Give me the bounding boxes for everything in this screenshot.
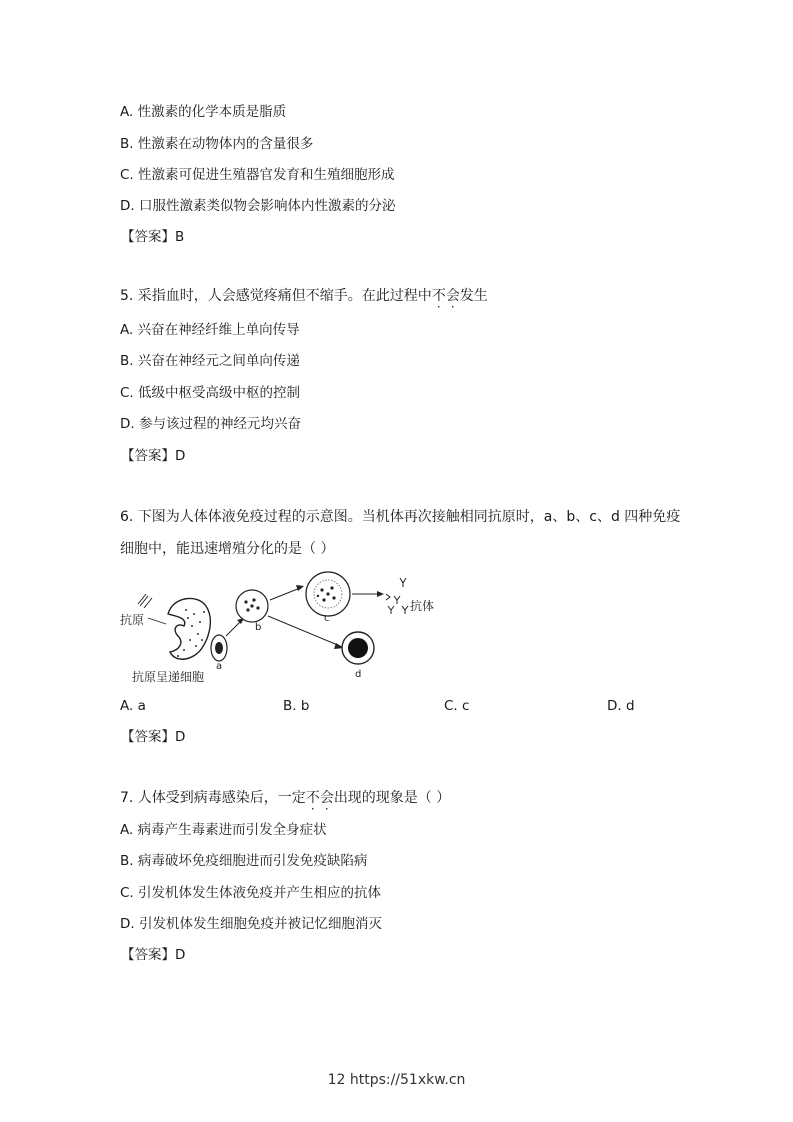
q6-stem-line2: 细胞中，能迅速增殖分化的是（ ） [120,541,335,557]
q7-emphasis-2: 会 [319,790,334,806]
immune-process-figure [118,566,448,686]
label-antibody: 抗体 [410,599,435,613]
q5-emphasis-1: 不 [431,288,446,304]
q6-choice-b: B. b [283,698,310,714]
label-cell-b: b [255,622,262,633]
q4-option-d: D. 口服性激素类似物会影响体内性激素的分泌 [120,198,396,214]
cell-b [236,590,268,622]
q5-option-b: B. 兴奋在神经元之间单向传递 [120,353,300,369]
q7-option-d: D. 引发机体发生细胞免疫并被记忆细胞消灭 [120,916,382,932]
q5-option-a: A. 兴奋在神经纤维上单向传导 [120,322,300,338]
cell-d [342,632,374,664]
cell-a [211,635,227,661]
antigen-marks [138,594,152,608]
q5-answer: 【答案】D [121,448,186,464]
q5-option-c: C. 低级中枢受高级中枢的控制 [120,385,301,401]
label-antigen-presenting-cell: 抗原呈递细胞 [132,670,205,684]
label-antigen: 抗原 [120,613,145,627]
q4-option-c: C. 性激素可促进生殖器官发育和生殖细胞形成 [120,167,395,183]
q4-option-b: B. 性激素在动物体内的含量很多 [120,136,314,152]
page-footer: 12 https://51xkw.cn [327,1072,466,1088]
label-cell-c: c [324,613,330,624]
q4-answer: 【答案】B [121,229,185,245]
label-cell-d: d [355,669,362,680]
q5-emphasis-2: 会 [445,288,460,304]
q5-stem-after: 发生 [459,288,488,304]
antibody-marks [386,578,408,614]
q7-emphasis-1: 不 [305,790,320,806]
q5-stem-before: 5. 采指血时，人会感觉疼痛但不缩手。在此过程中 [120,288,432,304]
q7-answer: 【答案】D [121,947,186,963]
cell-c [306,572,350,616]
label-cell-a: a [216,661,223,672]
q5-stem [120,287,488,305]
q6-answer: 【答案】D [121,729,186,745]
q6-choice-a: A. a [120,698,146,714]
q7-stem-after: 出现的现象是（ ） [333,790,451,806]
q6-choice-c: C. c [444,698,470,714]
q7-option-c: C. 引发机体发生体液免疫并产生相应的抗体 [120,885,382,901]
q4-option-a: A. 性激素的化学本质是脂质 [120,104,287,120]
q7-option-a: A. 病毒产生毒素进而引发全身症状 [120,822,327,838]
q7-stem-before: 7. 人体受到病毒感染后，一定 [120,790,306,806]
q7-stem [120,789,450,807]
q7-option-b: B. 病毒破坏免疫细胞进而引发免疫缺陷病 [120,853,368,869]
q6-choice-d: D. d [607,698,635,714]
q6-stem-line1: 6. 下图为人体体液免疫过程的示意图。当机体再次接触相同抗原时，a、b、c、d 四种免疫 [120,509,681,525]
q5-option-d: D. 参与该过程的神经元均兴奋 [120,416,301,432]
antigen-presenting-cell [168,598,210,659]
